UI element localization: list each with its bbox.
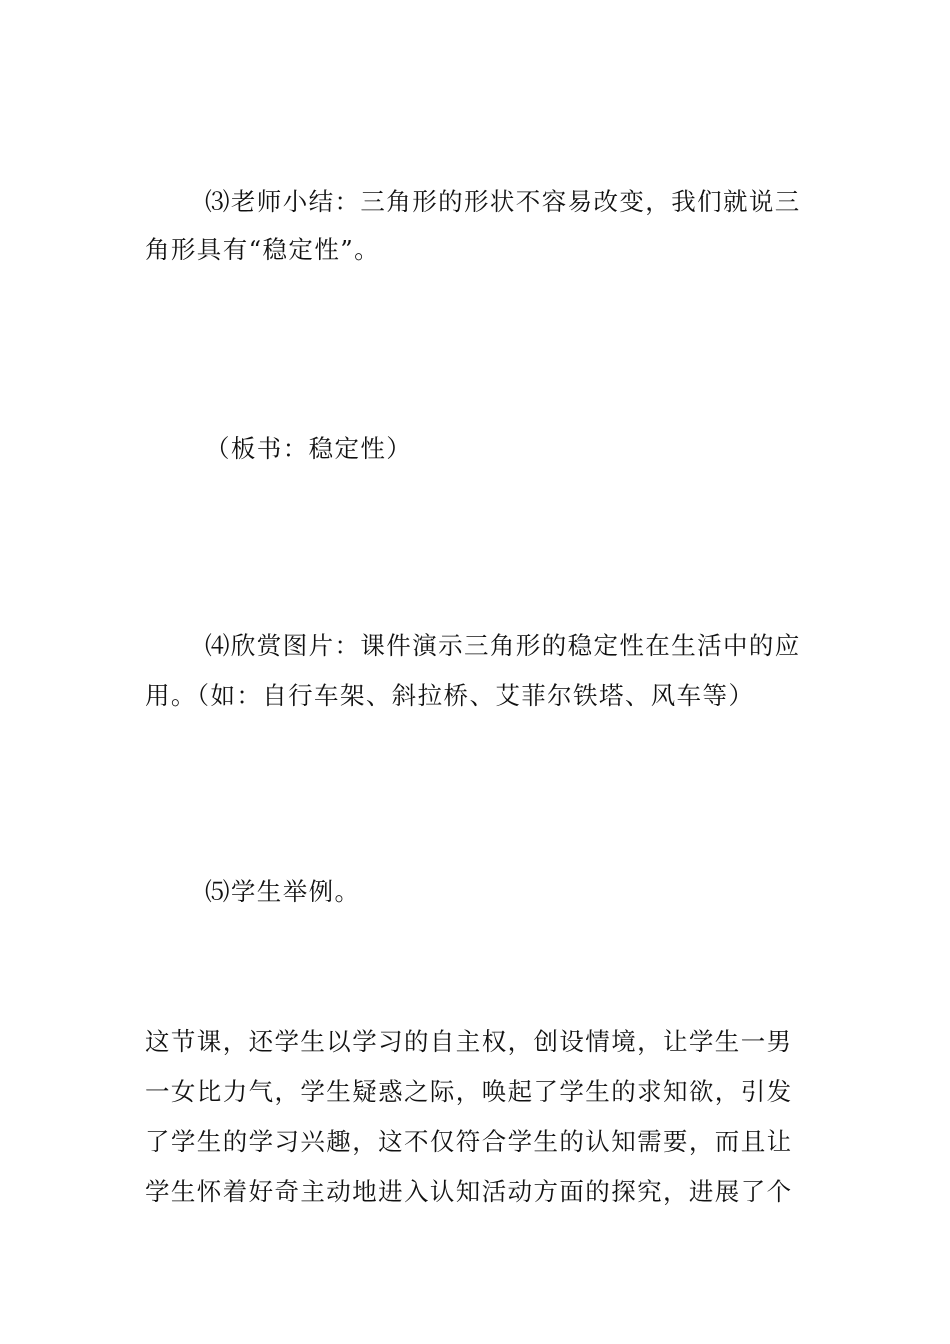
summary-line-2: 一女比力气，学生疑惑之际，唤起了学生的求知欲，引发 xyxy=(145,1077,793,1106)
summary-line-4: 学生怀着好奇主动地进入认知活动方面的探究，进展了个 xyxy=(145,1177,793,1206)
paragraph-3-line-1: ⑶老师小结：三角形的形状不容易改变，我们就说三 xyxy=(205,187,801,216)
paragraph-4-line-2: 用。（如：自行车架、斜拉桥、艾菲尔铁塔、风车等） xyxy=(145,681,755,710)
board-note: （板书：稳定性） xyxy=(205,434,413,463)
paragraph-5: ⑸学生举例。 xyxy=(205,877,361,906)
summary-line-1: 这节课，还学生以学习的自主权，创设情境，让学生一男 xyxy=(145,1027,793,1056)
summary-line-3: 了学生的学习兴趣，这不仅符合学生的认知需要，而且让 xyxy=(145,1127,793,1156)
paragraph-4-line-1: ⑷欣赏图片：课件演示三角形的稳定性在生活中的应 xyxy=(205,631,801,660)
paragraph-3-line-2: 角形具有“稳定性”。 xyxy=(145,235,381,264)
